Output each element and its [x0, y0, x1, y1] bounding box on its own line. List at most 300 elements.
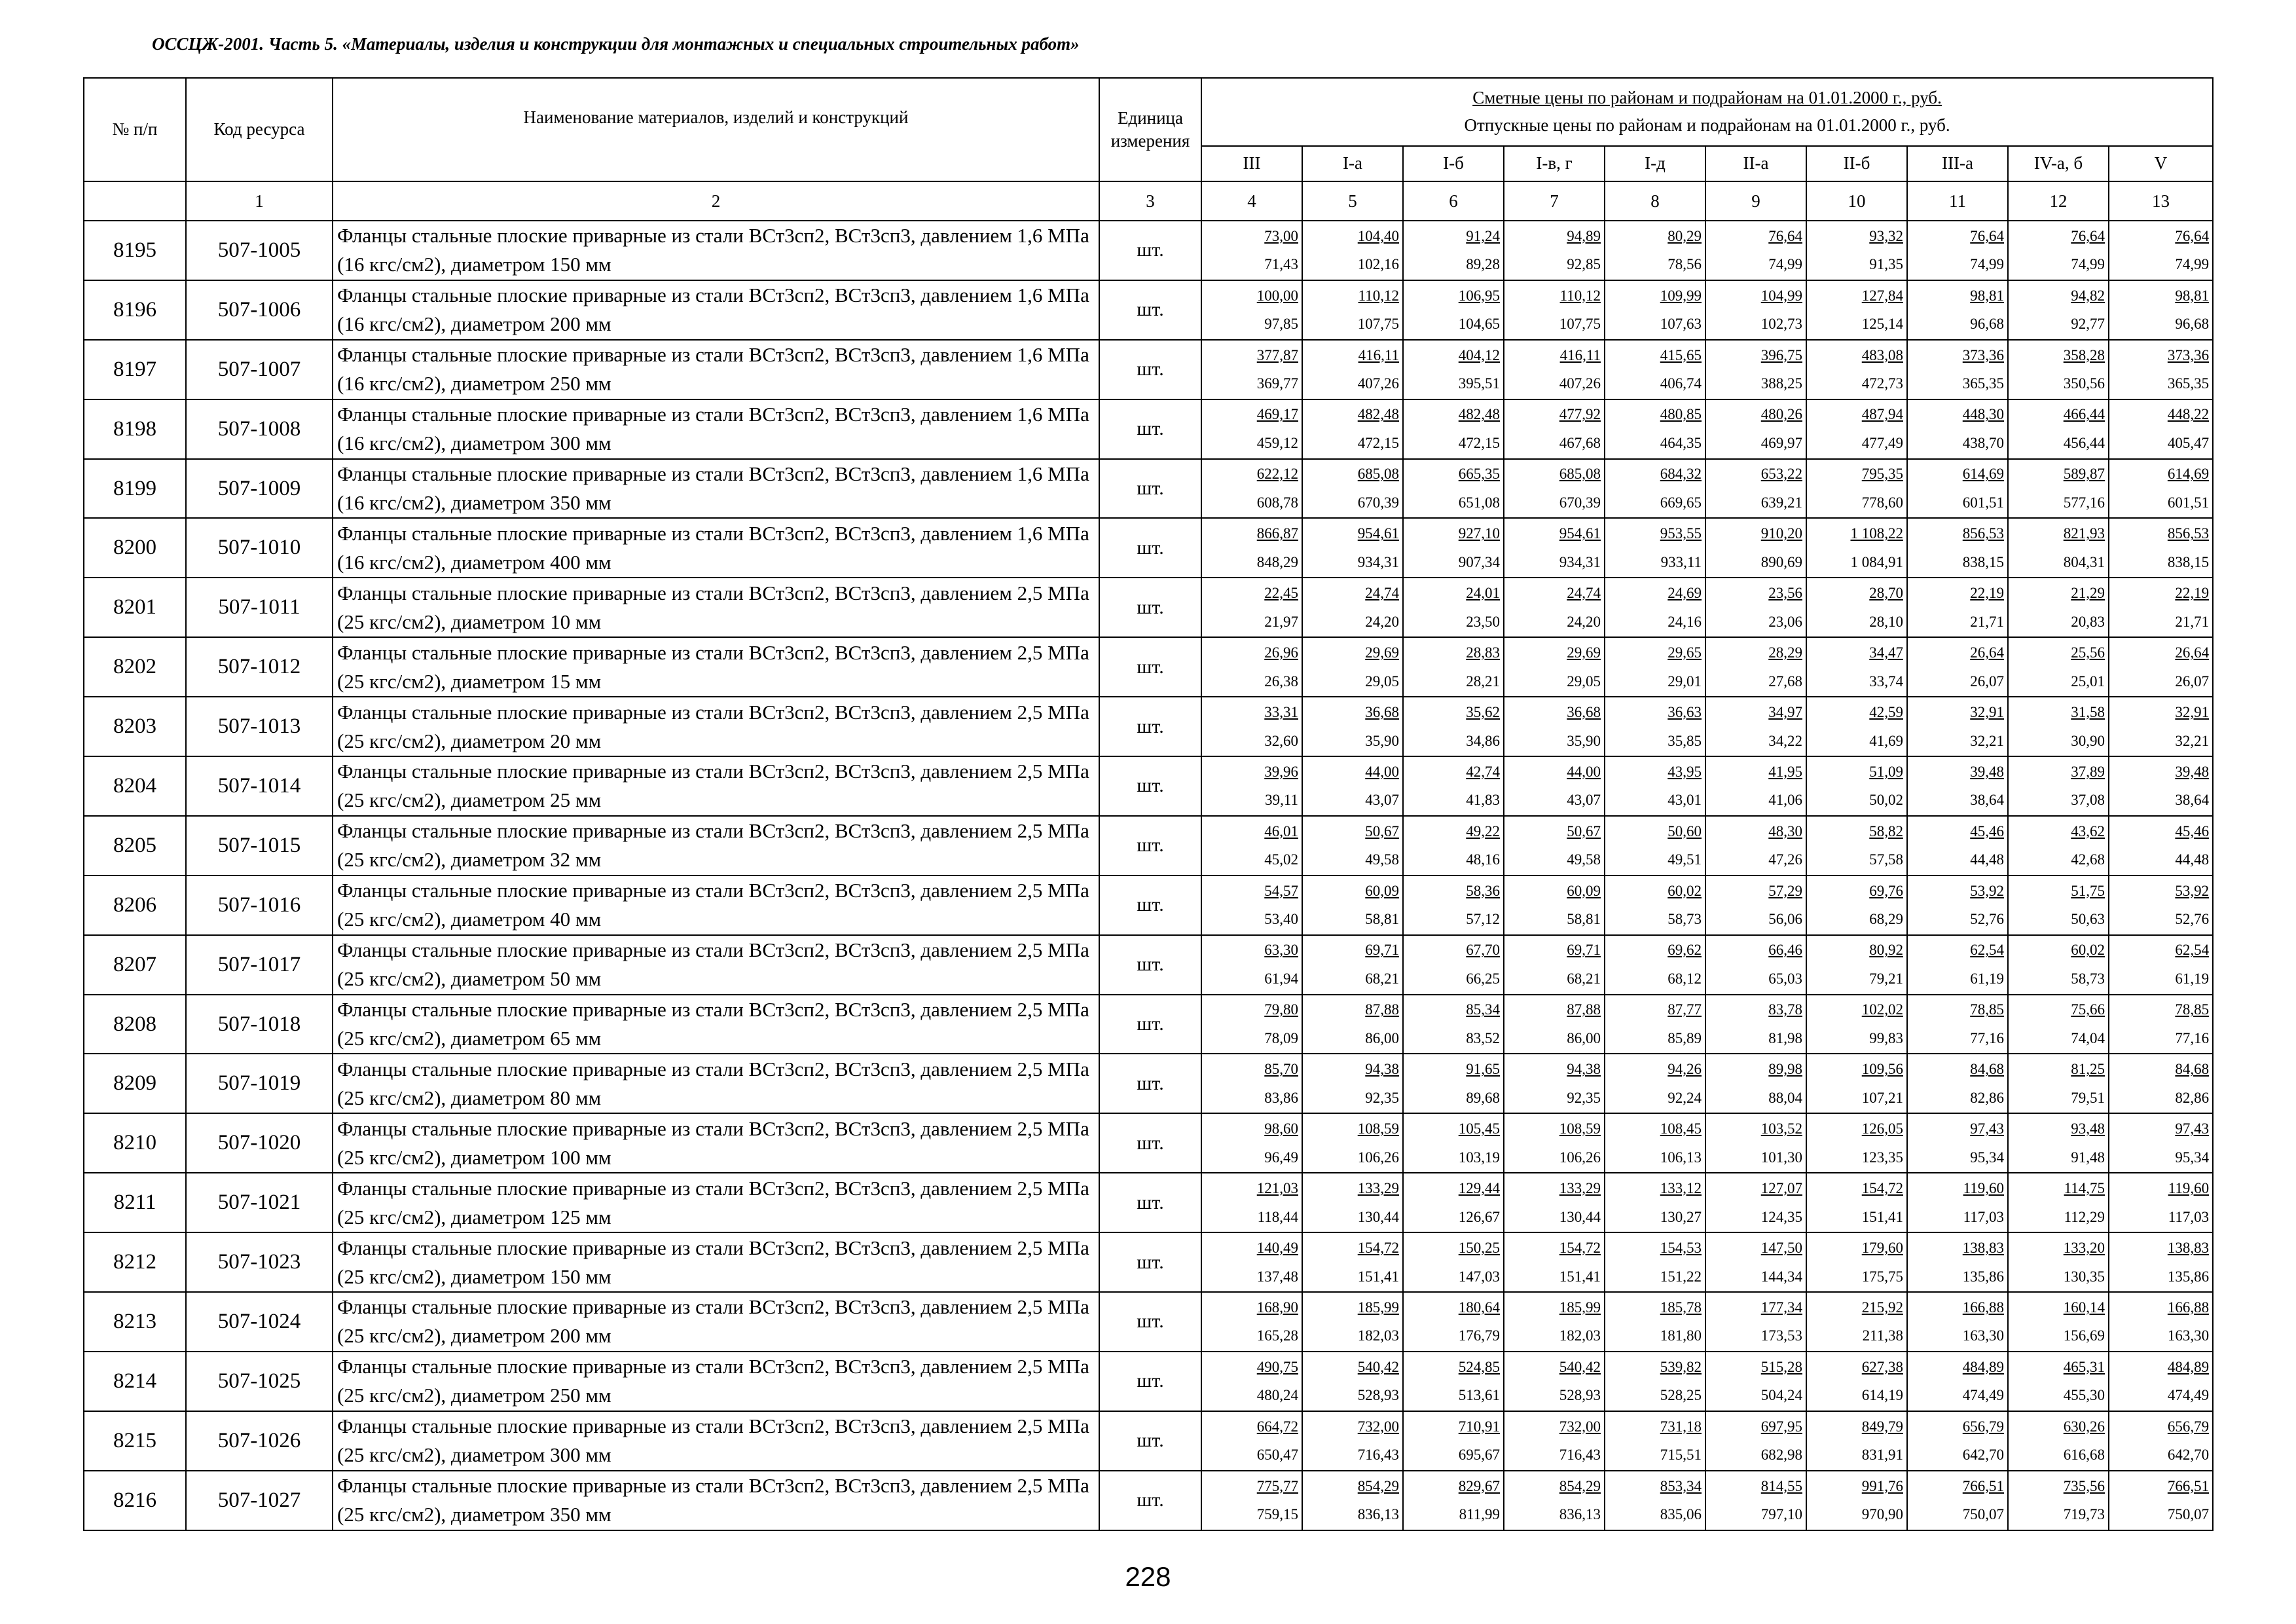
price-cell [1504, 816, 1605, 876]
release-price: 99,83 [1869, 1030, 1903, 1047]
estimated-price: 656,79 [1962, 1418, 2004, 1435]
price-cell [1201, 1292, 1302, 1352]
release-price: 101,30 [1760, 1149, 1802, 1166]
price-cell [2008, 697, 2109, 756]
release-price: 50,02 [1869, 792, 1903, 809]
estimated-price: 856,53 [2167, 525, 2210, 542]
table-row [84, 1232, 2213, 1292]
release-price: 107,21 [1861, 1089, 1903, 1106]
estimated-price: 154,72 [1357, 1239, 1399, 1256]
column-number-blank [84, 181, 186, 221]
release-price: 130,44 [1559, 1208, 1601, 1225]
estimated-price: 109,99 [1660, 287, 1702, 304]
resource-code: 507-1027 [186, 1471, 333, 1530]
estimated-price: 735,56 [2063, 1477, 2105, 1494]
table-row [84, 459, 2213, 519]
estimated-price: 75,66 [2071, 1001, 2105, 1018]
estimated-price: 910,20 [1760, 525, 1802, 542]
price-cell [1403, 1352, 1504, 1411]
release-price: 123,35 [1861, 1149, 1903, 1166]
release-price: 365,35 [2167, 375, 2210, 392]
release-price: 933,11 [1660, 553, 1702, 570]
price-cell [1403, 399, 1504, 459]
price-cell [1504, 578, 1605, 637]
estimated-price: 23,56 [1768, 585, 1802, 602]
row-number: 8215 [84, 1411, 186, 1471]
column-number: 5 [1302, 181, 1403, 221]
resource-code: 507-1005 [186, 221, 333, 280]
price-cell [1705, 1054, 1806, 1113]
estimated-price: 29,69 [1365, 644, 1399, 661]
price-cell [1504, 1471, 1605, 1530]
release-price: 71,43 [1264, 256, 1298, 273]
release-price: 750,07 [1962, 1506, 2004, 1523]
material-name: Фланцы стальные плоские приварные из стали ВСт3сп2, ВСт3сп3, давлением 1,6 МПа (16 кгс/см2), диаметром 400 мм [333, 518, 1099, 578]
release-price: 65,03 [1768, 970, 1802, 987]
price-cell [1907, 221, 2008, 280]
price-cell [2008, 935, 2109, 995]
material-name: Фланцы стальные плоские приварные из стали ВСт3сп2, ВСт3сп3, давлением 2,5 МПа (25 кгс/см2), диаметром 350 мм [333, 1471, 1099, 1530]
unit: шт. [1099, 1054, 1201, 1113]
price-cell [1201, 1113, 1302, 1173]
estimated-price: 953,55 [1660, 525, 1702, 542]
price-cell [1907, 637, 2008, 697]
release-price: 44,48 [1970, 851, 2004, 868]
price-cell [1705, 1471, 1806, 1530]
estimated-price: 76,64 [1970, 227, 2004, 244]
estimated-price: 97,43 [2175, 1120, 2210, 1137]
release-price: 477,49 [1861, 435, 1903, 452]
region-header: III [1201, 146, 1302, 181]
release-price: 20,83 [2071, 613, 2105, 630]
estimated-price: 29,69 [1567, 644, 1601, 661]
estimated-price: 849,79 [1861, 1418, 1903, 1435]
header-num: № п/п [84, 78, 186, 181]
material-name: Фланцы стальные плоские приварные из стали ВСт3сп2, ВСт3сп3, давлением 2,5 МПа (25 кгс/см2), диаметром 20 мм [333, 697, 1099, 756]
price-cell [1403, 340, 1504, 399]
price-cell [1806, 697, 1907, 756]
release-price: 151,41 [1357, 1268, 1399, 1285]
estimated-price: 87,77 [1667, 1001, 1702, 1018]
estimated-price: 133,20 [2063, 1239, 2105, 1256]
estimated-price: 69,71 [1365, 942, 1399, 959]
estimated-price: 76,64 [2071, 227, 2105, 244]
column-number: 12 [2008, 181, 2109, 221]
price-cell [2008, 1471, 2109, 1530]
price-cell [1806, 399, 1907, 459]
price-cell [1605, 1292, 1705, 1352]
price-cell [1605, 816, 1705, 876]
release-price: 175,75 [1861, 1268, 1903, 1285]
release-price: 21,71 [1970, 613, 2004, 630]
price-cell [1806, 1054, 1907, 1113]
price-cell [1605, 1054, 1705, 1113]
unit: шт. [1099, 995, 1201, 1054]
estimated-price: 39,48 [1970, 763, 2004, 780]
release-price: 23,50 [1466, 613, 1500, 630]
release-price: 86,00 [1365, 1030, 1399, 1047]
price-cell [1302, 1173, 1403, 1232]
estimated-price: 37,89 [2071, 763, 2105, 780]
estimated-price: 41,95 [1768, 763, 1802, 780]
release-price: 151,41 [1559, 1268, 1601, 1285]
release-price: 467,68 [1559, 435, 1601, 452]
release-price: 26,38 [1264, 673, 1298, 690]
table-row [84, 1113, 2213, 1173]
price-cell [1907, 1352, 2008, 1411]
price-cell [1907, 340, 2008, 399]
release-price: 92,85 [1567, 256, 1601, 273]
estimated-price: 484,89 [2167, 1358, 2210, 1375]
estimated-price: 21,29 [2071, 585, 2105, 602]
column-number: 13 [2109, 181, 2213, 221]
price-cell [1201, 399, 1302, 459]
price-cell [1605, 1232, 1705, 1292]
release-price: 480,24 [1256, 1387, 1298, 1404]
estimated-price: 44,00 [1365, 763, 1399, 780]
estimated-price: 377,87 [1256, 346, 1298, 363]
release-price: 82,86 [2175, 1089, 2210, 1106]
column-number: 6 [1403, 181, 1504, 221]
price-cell [1403, 1471, 1504, 1530]
release-price: 504,24 [1760, 1387, 1802, 1404]
price-cell [1302, 459, 1403, 519]
price-cell [1806, 1232, 1907, 1292]
release-price: 151,22 [1660, 1268, 1702, 1285]
estimated-price: 69,62 [1667, 942, 1702, 959]
estimated-price: 54,57 [1264, 882, 1298, 899]
material-name: Фланцы стальные плоские приварные из стали ВСт3сп2, ВСт3сп3, давлением 1,6 МПа (16 кгс/см2), диаметром 200 мм [333, 280, 1099, 340]
estimated-price: 664,72 [1256, 1418, 1298, 1435]
release-price: 112,29 [2064, 1208, 2105, 1225]
estimated-price: 57,29 [1768, 882, 1802, 899]
release-price: 176,79 [1458, 1327, 1500, 1344]
release-price: 41,83 [1466, 792, 1500, 809]
unit: шт. [1099, 1471, 1201, 1530]
estimated-price: 53,92 [1970, 882, 2004, 899]
estimated-price: 119,60 [1963, 1180, 2004, 1197]
release-price: 38,64 [2175, 792, 2210, 809]
price-cell [1201, 995, 1302, 1054]
release-price: 811,99 [1459, 1506, 1500, 1523]
estimated-price: 73,00 [1264, 227, 1298, 244]
price-cell [1705, 935, 1806, 995]
price-cell [1806, 1113, 1907, 1173]
price-cell [2109, 1292, 2213, 1352]
material-name: Фланцы стальные плоские приварные из стали ВСт3сп2, ВСт3сп3, давлением 2,5 МПа (25 кгс/см2), диаметром 200 мм [333, 1292, 1099, 1352]
price-cell [1403, 221, 1504, 280]
release-price: 34,22 [1768, 732, 1802, 749]
release-price: 528,25 [1660, 1387, 1702, 1404]
release-price: 103,19 [1458, 1149, 1500, 1166]
estimated-price: 24,74 [1567, 585, 1601, 602]
column-number: 2 [333, 181, 1099, 221]
release-price: 52,76 [2175, 911, 2210, 928]
release-price: 528,93 [1357, 1387, 1399, 1404]
material-name: Фланцы стальные плоские приварные из стали ВСт3сп2, ВСт3сп3, давлением 2,5 МПа (25 кгс/см2), диаметром 32 мм [333, 816, 1099, 876]
estimated-price: 795,35 [1861, 466, 1903, 483]
estimated-price: 856,53 [1962, 525, 2004, 542]
release-price: 61,19 [1970, 970, 2004, 987]
release-price: 601,51 [1962, 494, 2004, 511]
price-table [83, 77, 2214, 1531]
release-price: 43,07 [1365, 792, 1399, 809]
estimated-price: 89,98 [1768, 1061, 1802, 1078]
header-unit-line2: измерения [1110, 131, 1190, 151]
material-name: Фланцы стальные плоские приварные из стали ВСт3сп2, ВСт3сп3, давлением 2,5 МПа (25 кгс/см2), диаметром 125 мм [333, 1173, 1099, 1232]
release-price: 669,65 [1660, 494, 1702, 511]
release-price: 24,20 [1567, 613, 1601, 630]
estimated-price: 93,32 [1869, 227, 1903, 244]
release-price: 68,12 [1667, 970, 1702, 987]
estimated-price: 110,12 [1358, 287, 1399, 304]
table-row [84, 1352, 2213, 1411]
page-number: 228 [1125, 1561, 1171, 1592]
release-price: 21,71 [2175, 613, 2210, 630]
release-price: 130,44 [1357, 1208, 1399, 1225]
document-header: ОССЦЖ-2001. Часть 5. «Материалы, изделия и конструкции для монтажных и специальных строительных работ» [152, 34, 1080, 54]
release-price: 39,11 [1265, 792, 1298, 809]
estimated-price: 103,52 [1760, 1120, 1802, 1137]
price-cell [1907, 280, 2008, 340]
price-cell [1403, 816, 1504, 876]
estimated-price: 60,02 [2071, 942, 2105, 959]
resource-code: 507-1006 [186, 280, 333, 340]
estimated-price: 614,69 [1962, 466, 2004, 483]
price-cell [1201, 578, 1302, 637]
release-price: 650,47 [1256, 1447, 1298, 1464]
estimated-price: 104,40 [1357, 227, 1399, 244]
price-cell [1907, 518, 2008, 578]
release-price: 95,34 [1970, 1149, 2004, 1166]
price-cell [1907, 697, 2008, 756]
estimated-price: 215,92 [1861, 1299, 1903, 1316]
release-price: 97,85 [1264, 316, 1298, 333]
resource-code: 507-1014 [186, 756, 333, 816]
estimated-price: 28,83 [1466, 644, 1500, 661]
price-cell [1201, 935, 1302, 995]
estimated-price: 51,75 [2071, 882, 2105, 899]
estimated-price: 373,36 [2167, 346, 2210, 363]
price-cell [1201, 1471, 1302, 1530]
estimated-price: 177,34 [1760, 1299, 1802, 1316]
estimated-price: 94,82 [2071, 287, 2105, 304]
release-price: 838,15 [2167, 553, 2210, 570]
release-price: 30,90 [2071, 732, 2105, 749]
price-cell [1907, 459, 2008, 519]
resource-code: 507-1020 [186, 1113, 333, 1173]
release-price: 104,65 [1458, 316, 1500, 333]
estimated-price: 630,26 [2063, 1418, 2105, 1435]
estimated-price: 480,85 [1660, 406, 1702, 423]
release-price: 47,26 [1768, 851, 1802, 868]
release-price: 88,04 [1768, 1089, 1802, 1106]
estimated-price: 24,74 [1365, 585, 1399, 602]
price-cell [2008, 1352, 2109, 1411]
estimated-price: 97,43 [1970, 1120, 2004, 1137]
release-price: 74,99 [1768, 256, 1802, 273]
price-cell [1806, 1471, 1907, 1530]
release-price: 86,00 [1567, 1030, 1601, 1047]
price-cell [1907, 935, 2008, 995]
price-cell [1705, 1113, 1806, 1173]
release-price: 96,68 [1970, 316, 2004, 333]
release-price: 56,06 [1768, 911, 1802, 928]
estimated-price: 53,92 [2175, 882, 2210, 899]
estimated-price: 954,61 [1559, 525, 1601, 542]
price-cell [1302, 816, 1403, 876]
price-cell [2109, 935, 2213, 995]
price-cell [1403, 1113, 1504, 1173]
estimated-price: 766,51 [1962, 1477, 2004, 1494]
row-number: 8212 [84, 1232, 186, 1292]
release-price: 715,51 [1660, 1447, 1702, 1464]
release-price: 24,16 [1667, 613, 1702, 630]
price-cell [1907, 1054, 2008, 1113]
material-name: Фланцы стальные плоские приварные из стали ВСт3сп2, ВСт3сп3, давлением 2,5 МПа (25 кгс/см2), диаметром 50 мм [333, 935, 1099, 995]
price-cell [1504, 756, 1605, 816]
release-price: 91,48 [2071, 1149, 2105, 1166]
price-cell [1605, 1411, 1705, 1471]
column-number: 7 [1504, 181, 1605, 221]
estimated-price: 185,99 [1559, 1299, 1601, 1316]
release-price: 32,21 [1970, 732, 2004, 749]
resource-code: 507-1017 [186, 935, 333, 995]
price-cell [1504, 1054, 1605, 1113]
table-row [84, 340, 2213, 399]
price-cell [1806, 1411, 1907, 1471]
estimated-price: 25,56 [2071, 644, 2105, 661]
estimated-price: 98,60 [1264, 1120, 1298, 1137]
price-cell [2008, 459, 2109, 519]
estimated-price: 866,87 [1256, 525, 1298, 542]
release-price: 74,99 [2071, 256, 2105, 273]
release-price: 670,39 [1559, 494, 1601, 511]
material-name: Фланцы стальные плоские приварные из стали ВСт3сп2, ВСт3сп3, давлением 1,6 МПа (16 кгс/см2), диаметром 350 мм [333, 459, 1099, 519]
estimated-price: 127,07 [1760, 1180, 1802, 1197]
estimated-price: 98,81 [1970, 287, 2004, 304]
unit: шт. [1099, 1292, 1201, 1352]
price-cell [1806, 876, 1907, 935]
price-cell [1907, 756, 2008, 816]
release-price: 137,48 [1256, 1268, 1298, 1285]
release-price: 651,08 [1458, 494, 1500, 511]
column-number: 10 [1806, 181, 1907, 221]
price-cell [2109, 518, 2213, 578]
price-cell [1705, 1292, 1806, 1352]
release-price: 58,73 [1667, 911, 1702, 928]
estimated-price: 94,89 [1567, 227, 1601, 244]
estimated-price: 36,63 [1667, 703, 1702, 720]
estimated-price: 48,30 [1768, 822, 1802, 840]
estimated-price: 766,51 [2167, 1477, 2210, 1494]
estimated-price: 416,11 [1358, 346, 1399, 363]
table-row [84, 756, 2213, 816]
material-name: Фланцы стальные плоские приварные из стали ВСт3сп2, ВСт3сп3, давлением 2,5 МПа (25 кгс/см2), диаметром 80 мм [333, 1054, 1099, 1113]
unit: шт. [1099, 816, 1201, 876]
unit: шт. [1099, 1411, 1201, 1471]
release-price: 32,21 [2175, 732, 2210, 749]
price-cell [1907, 578, 2008, 637]
release-price: 77,16 [1970, 1030, 2004, 1047]
estimated-price: 108,45 [1660, 1120, 1702, 1137]
price-cell [2008, 1173, 2109, 1232]
estimated-price: 43,62 [2071, 822, 2105, 840]
estimated-price: 396,75 [1760, 346, 1802, 363]
release-price: 163,30 [1962, 1327, 2004, 1344]
unit: шт. [1099, 935, 1201, 995]
estimated-price: 26,96 [1264, 644, 1298, 661]
region-header: I-д [1605, 146, 1705, 181]
column-number: 9 [1705, 181, 1806, 221]
release-price: 750,07 [2167, 1506, 2210, 1523]
estimated-price: 138,83 [1962, 1239, 2004, 1256]
region-header: I-а [1302, 146, 1403, 181]
price-cell [1605, 935, 1705, 995]
estimated-price: 108,59 [1357, 1120, 1399, 1137]
table-row [84, 816, 2213, 876]
release-price: 716,43 [1559, 1447, 1601, 1464]
price-cell [1705, 399, 1806, 459]
price-cell [1403, 1411, 1504, 1471]
header-prices [1201, 78, 2213, 146]
release-price: 49,58 [1365, 851, 1399, 868]
resource-code: 507-1008 [186, 399, 333, 459]
estimated-price: 63,30 [1264, 942, 1298, 959]
release-price: 107,63 [1660, 316, 1702, 333]
estimated-price: 62,54 [1970, 942, 2004, 959]
price-cell [1302, 756, 1403, 816]
table-row [84, 1292, 2213, 1352]
estimated-price: 80,92 [1869, 942, 1903, 959]
release-price: 74,99 [2175, 256, 2210, 273]
price-cell [1907, 876, 2008, 935]
price-cell [1705, 1411, 1806, 1471]
release-price: 836,13 [1559, 1506, 1601, 1523]
estimated-price: 62,54 [2175, 942, 2210, 959]
release-price: 92,24 [1667, 1089, 1702, 1106]
price-cell [1302, 280, 1403, 340]
unit: шт. [1099, 876, 1201, 935]
region-header: V [2109, 146, 2213, 181]
estimated-price: 154,53 [1660, 1239, 1702, 1256]
release-price: 848,29 [1256, 553, 1298, 570]
price-cell [1806, 221, 1907, 280]
column-number: 11 [1907, 181, 2008, 221]
release-price: 369,77 [1256, 375, 1298, 392]
price-cell [1504, 995, 1605, 1054]
price-cell [1302, 518, 1403, 578]
estimated-price: 524,85 [1458, 1358, 1500, 1375]
price-cell [1302, 1113, 1403, 1173]
price-cell [2109, 1113, 2213, 1173]
estimated-price: 487,94 [1861, 406, 1903, 423]
price-cell [1403, 459, 1504, 519]
estimated-price: 36,68 [1567, 703, 1601, 720]
release-price: 350,56 [2063, 375, 2105, 392]
resource-code: 507-1018 [186, 995, 333, 1054]
row-number: 8213 [84, 1292, 186, 1352]
estimated-price: 160,14 [2063, 1299, 2105, 1316]
price-cell [1302, 399, 1403, 459]
release-price: 92,35 [1365, 1089, 1399, 1106]
release-price: 438,70 [1962, 435, 2004, 452]
estimated-price: 58,82 [1869, 822, 1903, 840]
price-cell [1605, 1471, 1705, 1530]
price-cell [2008, 578, 2109, 637]
estimated-price: 697,95 [1760, 1418, 1802, 1435]
estimated-price: 35,62 [1466, 703, 1500, 720]
